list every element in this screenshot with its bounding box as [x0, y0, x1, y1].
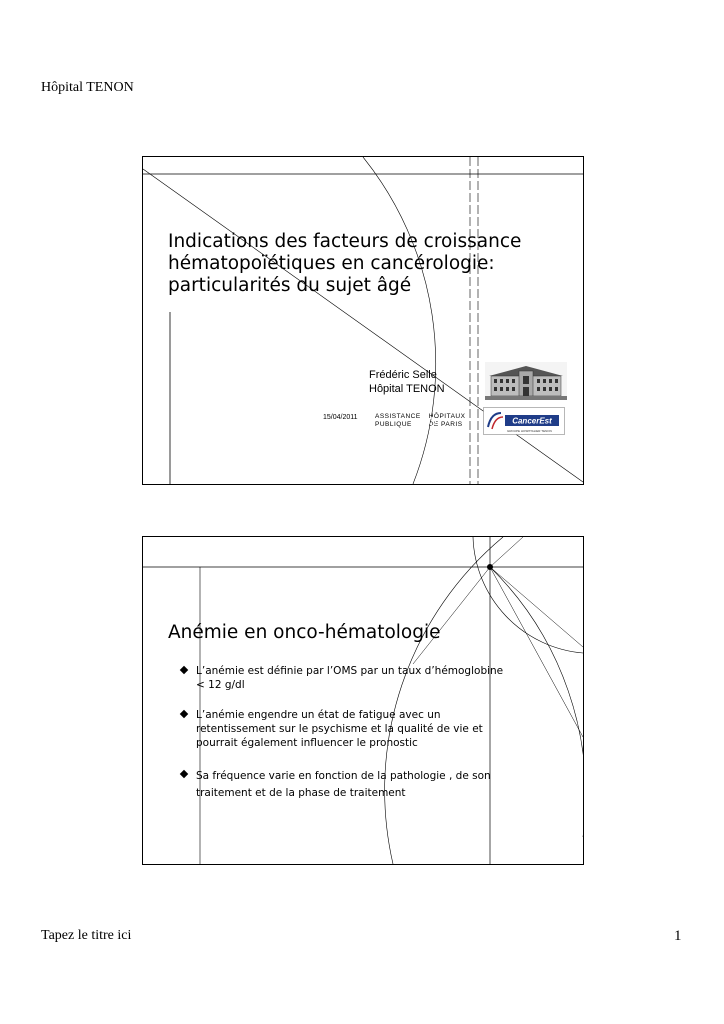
bullet-list [180, 664, 540, 813]
slide1-title-line: Indications des facteurs de croissance [168, 231, 522, 252]
bullet-line: L’anémie engendre un état de fatigue avec un [196, 709, 441, 721]
cancerest-logo-tagline: GROUPE HOSPITALIER TENON [507, 429, 552, 433]
content-slide [142, 536, 584, 865]
diamond-bullet-icon [180, 666, 188, 674]
bullet-line: L’anémie est définie par l’OMS par un taux d’hémoglobine [196, 665, 504, 677]
aphp-logo-text: HÔPITAUX [428, 413, 466, 420]
slide-date: 15/04/2011 [323, 414, 358, 421]
aphp-logo-text: PUBLIQUE [375, 421, 412, 428]
author-hospital: Hôpital TENON [369, 383, 445, 395]
slide2-title: Anémie en onco-hématologie [168, 622, 441, 643]
page-footer: Tapez le titre ici [41, 928, 132, 943]
hospital-building-image [485, 362, 567, 400]
cancerest-logo [483, 407, 565, 435]
aphp-logo [375, 409, 466, 433]
diamond-bullet-icon [180, 770, 188, 778]
list-item [180, 708, 540, 750]
list-item [180, 768, 540, 802]
author-name: Frédéric Selle [369, 369, 437, 381]
list-item [180, 664, 540, 692]
slide1-title [168, 231, 538, 297]
slide1-title-line: particularités du sujet âgé [168, 275, 412, 296]
cancerest-logo-name: CancerEst [512, 416, 552, 426]
aphp-logo-text: DE PARIS [428, 421, 463, 428]
aphp-logo-text: ASSISTANCE [375, 413, 421, 420]
page-number: 1 [674, 928, 682, 944]
bullet-line: < 12 g/dl [196, 679, 245, 691]
diamond-bullet-icon [180, 710, 188, 718]
bullet-line: pourrait également influencer le pronostic [196, 737, 418, 749]
bullet-line: traitement et de la phase de traitement [196, 787, 406, 799]
bullet-line: retentissement sur le psychisme et la qualité de vie et [196, 723, 483, 735]
page-header: Hôpital TENON [41, 80, 134, 95]
bullet-line: Sa fréquence varie en fonction de la pathologie , de son [196, 770, 491, 782]
slide1-title-line: hématopoïétiques en cancérologie: [168, 253, 495, 274]
author-block [369, 368, 445, 396]
title-slide [142, 156, 584, 485]
